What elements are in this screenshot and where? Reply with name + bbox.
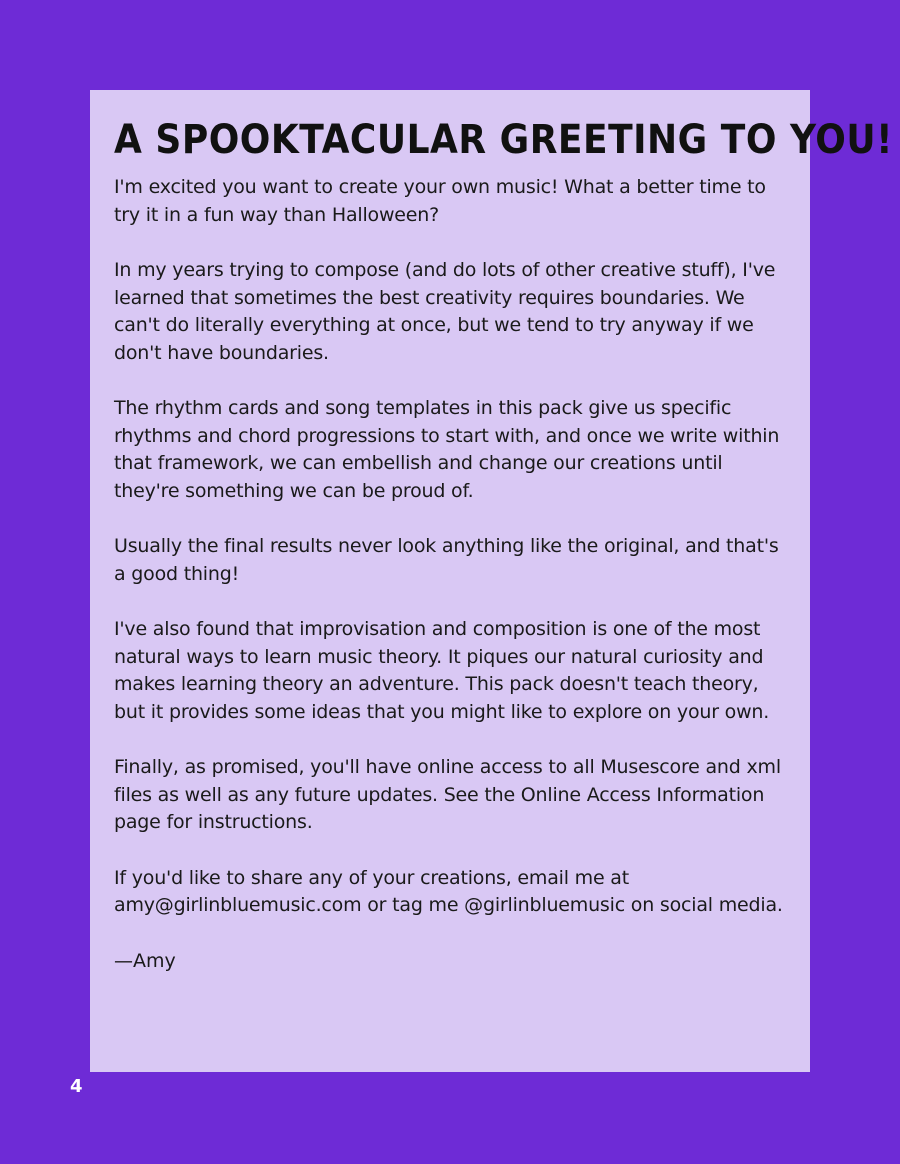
- page-title: A SPOOKTACULAR GREETING TO YOU!: [114, 117, 893, 164]
- letter-card: [90, 90, 893, 1072]
- paragraph-boundaries: In my years trying to compose (and do lots of other creative stuff), I've learned that sometimes the best creativity requires boundaries. We can't do literally everything at once, but we tend to try anyway if we don't have boundaries.: [114, 259, 776, 364]
- paragraph-rhythm-cards: The rhythm cards and song templates in this pack give us specific rhythms and chord progressions to start with, and once we write within that framework, we can embellish and change our creations until they're something we can be proud of.: [114, 397, 780, 502]
- paragraph-music-theory: I've also found that improvisation and composition is one of the most natural ways to learn music theory. It piques our natural curiosity and makes learning theory an adventure. This pack doesn't teach theory, but it provides some ideas that you might like to explore on your own.: [114, 618, 770, 723]
- paragraph-intro: I'm excited you want to create your own music! What a better time to try it in a fun way than Halloween?: [114, 176, 766, 226]
- paragraph-share: If you'd like to share any of your creations, email me at amy@girlinbluemusic.com or tag me @girlinbluemusic on social media.: [114, 866, 783, 916]
- paragraph-online-access: Finally, as promised, you'll have online access to all Musescore and xml files as well as any future updates. See the Online Access Information page for instructions.: [114, 756, 781, 833]
- page-number: 4: [70, 1076, 83, 1097]
- signature: —Amy: [114, 949, 176, 972]
- paragraph-final-results: Usually the final results never look anything like the original, and that's a good thing!: [114, 535, 779, 585]
